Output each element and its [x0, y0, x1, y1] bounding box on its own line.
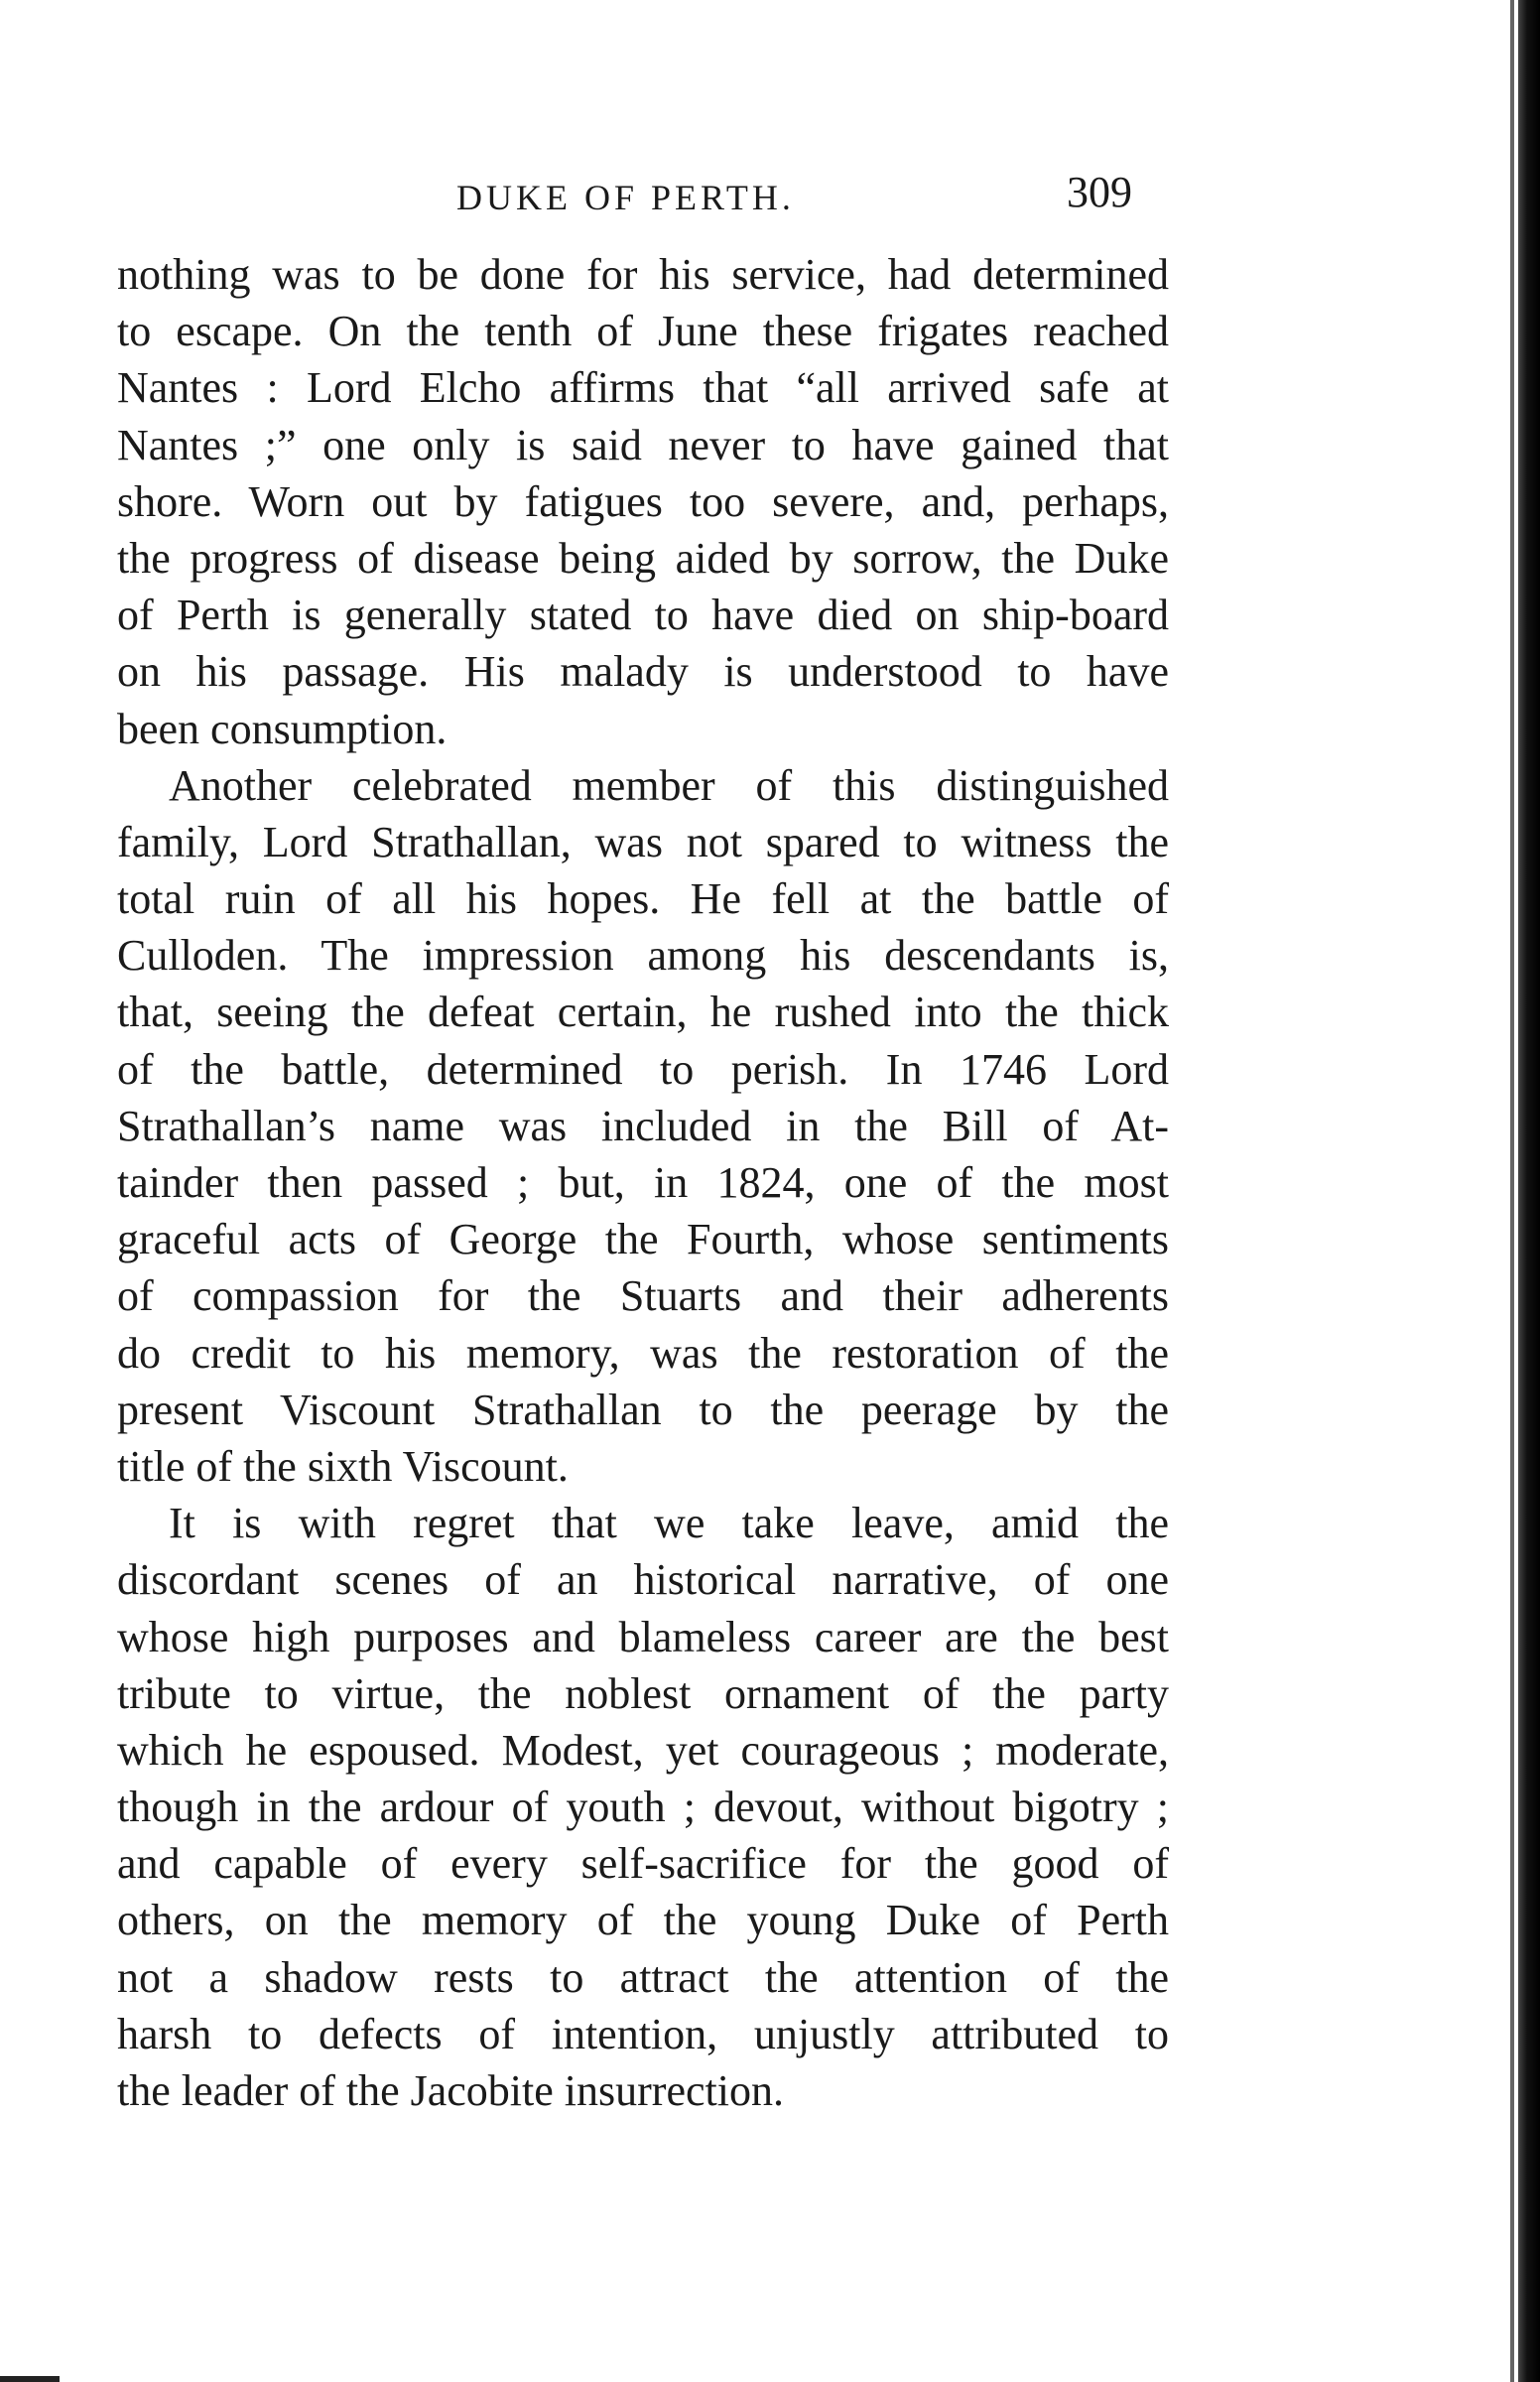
text-line: the leader of the Jacobite insurrection.: [117, 2066, 784, 2115]
text-line: present Viscount Strathallan to the peerage by the: [117, 1385, 1169, 1434]
running-title: DUKE OF PERTH.: [456, 178, 795, 217]
text-line: tainder then passed ; but, in 1824, one of the most: [117, 1158, 1169, 1207]
paragraph-3: [117, 1495, 1169, 2119]
paragraph-1: [117, 246, 1169, 757]
text-line: of Perth is generally stated to have died on ship-board: [117, 591, 1169, 640]
text-line: Culloden. The impression among his descendants is,: [117, 931, 1169, 981]
text-line: others, on the memory of the young Duke of Perth: [117, 1896, 1169, 1945]
text-line: of compassion for the Stuarts and their adherents: [117, 1271, 1169, 1321]
text-line: not a shadow rests to attract the attention of the: [117, 1952, 1169, 2002]
text-line: on his passage. His malady is understood to have: [117, 647, 1169, 697]
text-line: harsh to defects of intention, unjustly attributed to: [117, 2009, 1169, 2058]
running-head: [0, 168, 1540, 236]
scan-corner-mark: [0, 2376, 60, 2382]
text-line: that, seeing the defeat certain, he rushed into the thick: [117, 988, 1169, 1037]
binding-shadow-line: [1510, 0, 1514, 2382]
text-line: graceful acts of George the Fourth, whose sentiments: [117, 1215, 1169, 1264]
text-line: though in the ardour of youth ; devout, without bigotry ;: [117, 1783, 1169, 1832]
paragraph-2: [117, 757, 1169, 1495]
text-line: of the battle, determined to perish. In 1746 Lord: [117, 1044, 1169, 1094]
text-line: do credit to his memory, was the restoration of the: [117, 1328, 1169, 1378]
text-line: Strathallan’s name was included in the Bill of At-: [117, 1101, 1169, 1150]
text-line: which he espoused. Modest, yet courageous ; moderate,: [117, 1725, 1169, 1775]
text-line: to escape. On the tenth of June these frigates reached: [117, 307, 1169, 356]
text-line: tribute to virtue, the noblest ornament of the party: [117, 1668, 1169, 1718]
text-line: It is with regret that we take leave, amid the: [169, 1499, 1169, 1548]
body-text: [117, 246, 1169, 2119]
text-line: shore. Worn out by fatigues too severe, and, perhaps,: [117, 476, 1169, 526]
text-line: Nantes : Lord Elcho affirms that “all arrived safe at: [117, 363, 1169, 413]
text-line: whose high purposes and blameless career are the best: [117, 1612, 1169, 1661]
text-line: title of the sixth Viscount.: [117, 1441, 569, 1491]
text-line: nothing was to be done for his service, had determined: [117, 250, 1169, 299]
text-line: discordant scenes of an historical narrative, of one: [117, 1555, 1169, 1605]
text-line: and capable of every self-sacrifice for the good of: [117, 1839, 1169, 1889]
text-line: been consumption.: [117, 704, 448, 753]
text-line: the progress of disease being aided by sorrow, the Duke: [117, 533, 1169, 583]
text-line: Another celebrated member of this distinguished: [169, 760, 1169, 810]
text-line: total ruin of all his hopes. He fell at the battle of: [117, 874, 1169, 924]
text-line: family, Lord Strathallan, was not spared to witness the: [117, 817, 1169, 866]
text-line: Nantes ;” one only is said never to have gained that: [117, 420, 1169, 469]
page-number: 309: [1067, 168, 1132, 216]
binding-edge: [1518, 0, 1540, 2382]
